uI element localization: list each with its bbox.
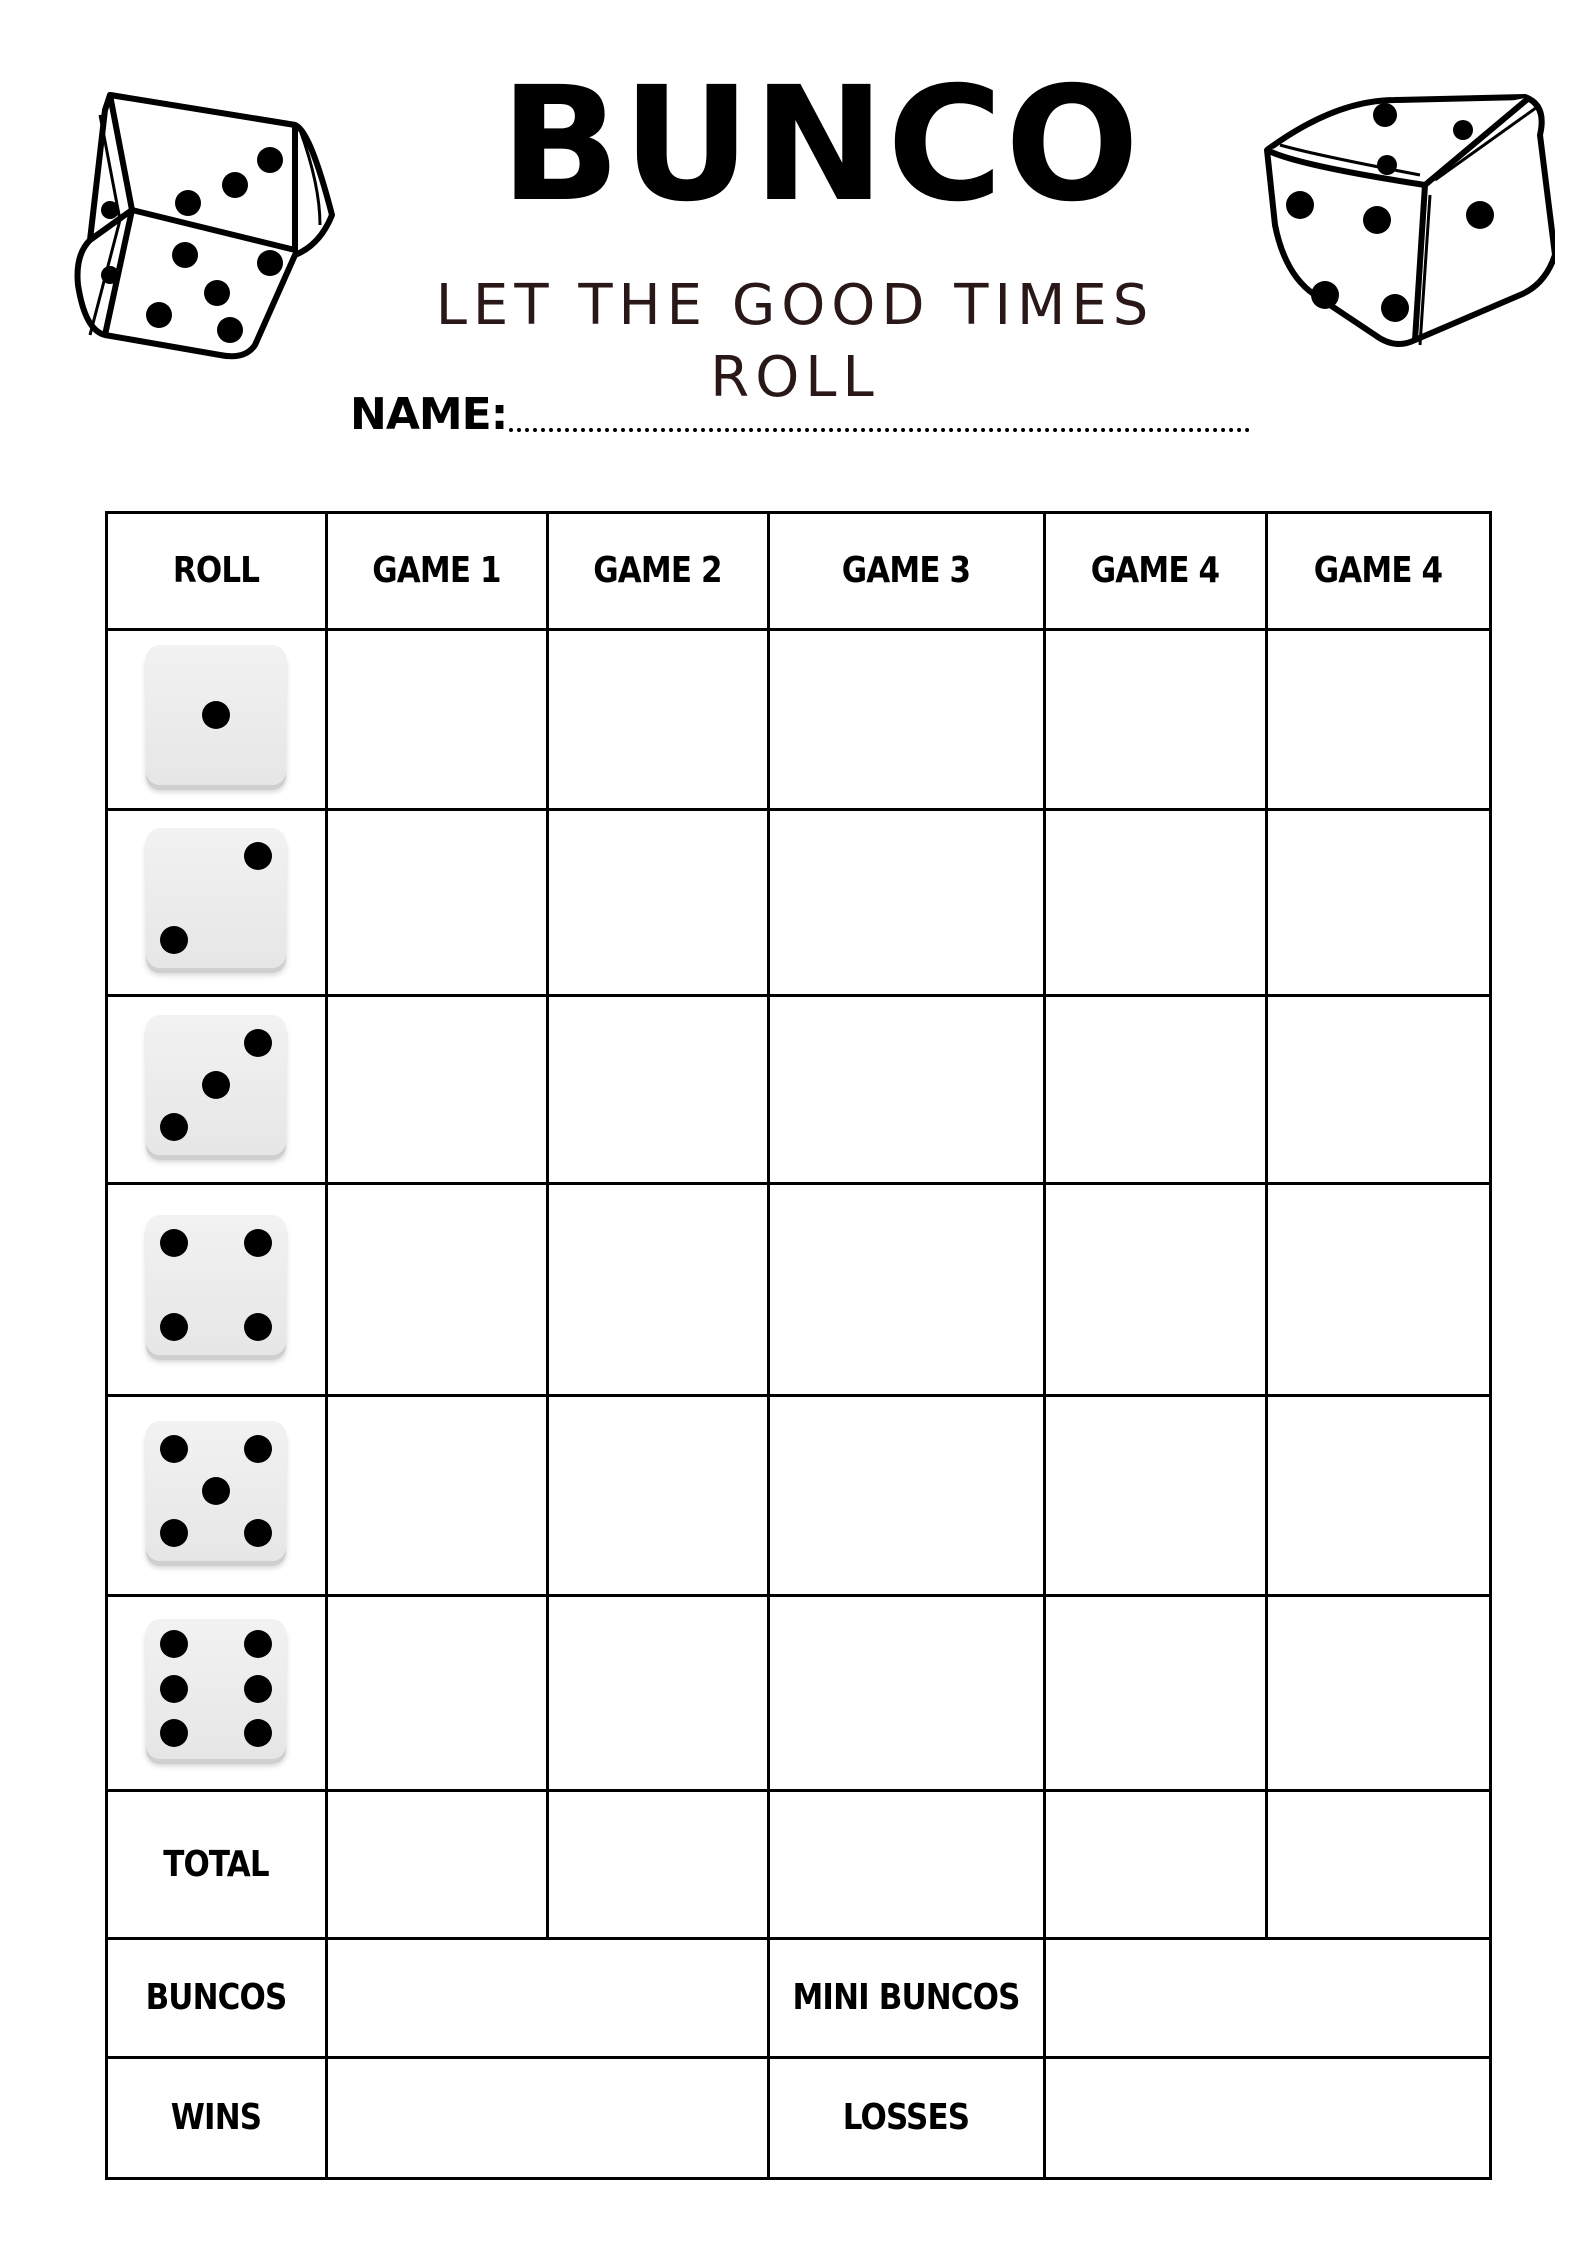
entry-game-2[interactable] <box>549 1597 766 1788</box>
entry-game-1[interactable] <box>328 997 545 1181</box>
entry-game-3[interactable] <box>770 811 1042 993</box>
column-header-game-3: GAME 3 <box>841 550 971 591</box>
dice-pip <box>244 1313 272 1341</box>
mini-buncos-label: MINI BUNCOS <box>792 1977 1020 2018</box>
entry-game-5[interactable] <box>1268 631 1488 807</box>
entry-game-4[interactable] <box>1046 811 1264 993</box>
dice-five-icon <box>146 1421 286 1561</box>
column-header-roll: ROLL <box>172 550 260 591</box>
name-dotted-line[interactable] <box>509 428 1250 432</box>
dice-pip <box>160 1719 188 1747</box>
entry-game-1[interactable] <box>328 1597 545 1788</box>
entry-game-4[interactable] <box>1046 1185 1264 1393</box>
page-title: BUNCO <box>500 53 1142 237</box>
dice-pip <box>160 1113 188 1141</box>
entry-game-3[interactable] <box>770 631 1042 807</box>
table-divider <box>105 2177 1492 2180</box>
dice-pip <box>160 1313 188 1341</box>
entry-game-1[interactable] <box>328 1397 545 1593</box>
entry-game-1[interactable] <box>328 811 545 993</box>
table-divider <box>1489 511 1492 2180</box>
dice-pip <box>244 1519 272 1547</box>
dice-pip <box>160 1630 188 1658</box>
dice-one-icon <box>146 645 286 785</box>
tagline: LET THE GOOD TIMES ROLL <box>435 273 1155 410</box>
dice-pip <box>160 1675 188 1703</box>
dice-four-icon <box>146 1215 286 1355</box>
entry-game-5[interactable] <box>1268 1397 1488 1593</box>
wins-label: WINS <box>170 2097 262 2138</box>
entry-game-5[interactable] <box>1268 1185 1488 1393</box>
entry-game-1[interactable] <box>328 1185 545 1393</box>
column-header-game-2: GAME 2 <box>593 550 722 591</box>
entry-game-3[interactable] <box>770 1185 1042 1393</box>
dice-two-icon <box>146 828 286 968</box>
entry-game-3[interactable] <box>770 1597 1042 1788</box>
buncos-label: BUNCOS <box>145 1977 287 2018</box>
table-divider <box>105 511 108 2180</box>
dice-pip <box>160 1519 188 1547</box>
entry-game-2[interactable] <box>549 997 766 1181</box>
entry-game-2[interactable] <box>549 1792 766 1936</box>
entry-game-2[interactable] <box>549 1397 766 1593</box>
entry-game-5[interactable] <box>1268 997 1488 1181</box>
dice-pip <box>244 1630 272 1658</box>
entry-game-3[interactable] <box>770 1792 1042 1936</box>
dice-pip <box>160 1435 188 1463</box>
entry-game-5[interactable] <box>1268 1597 1488 1788</box>
dice-pip <box>244 1675 272 1703</box>
entry-game-3[interactable] <box>770 997 1042 1181</box>
dice-pip <box>244 1435 272 1463</box>
entry-game-5[interactable] <box>1268 811 1488 993</box>
wins-entry[interactable] <box>328 2059 766 2176</box>
name-field[interactable] <box>350 390 1250 440</box>
entry-game-5[interactable] <box>1268 1792 1488 1936</box>
dice-icon <box>1255 85 1555 370</box>
score-table <box>106 512 1490 2178</box>
dice-pip <box>202 1477 230 1505</box>
entry-game-2[interactable] <box>549 1185 766 1393</box>
entry-game-4[interactable] <box>1046 1792 1264 1936</box>
total-label: TOTAL <box>163 1843 269 1885</box>
entry-game-4[interactable] <box>1046 1597 1264 1788</box>
name-label: NAME: <box>350 389 508 440</box>
mini-buncos-entry[interactable] <box>1046 1940 1488 2055</box>
table-divider <box>767 1937 770 2180</box>
dice-pip <box>244 1029 272 1057</box>
entry-game-4[interactable] <box>1046 631 1264 807</box>
entry-game-1[interactable] <box>328 631 545 807</box>
losses-label: LOSSES <box>842 2097 970 2138</box>
dice-pip <box>244 1229 272 1257</box>
entry-game-2[interactable] <box>549 631 766 807</box>
column-header-game-1: GAME 1 <box>372 550 501 591</box>
losses-entry[interactable] <box>1046 2059 1488 2176</box>
entry-game-1[interactable] <box>328 1792 545 1936</box>
dice-pip <box>244 842 272 870</box>
entry-game-3[interactable] <box>770 1397 1042 1593</box>
dice-pip <box>160 1229 188 1257</box>
column-header-game-5: GAME 4 <box>1313 550 1443 591</box>
table-divider <box>105 511 1492 514</box>
dice-pip <box>244 1719 272 1747</box>
dice-pip <box>160 926 188 954</box>
dice-six-icon <box>146 1619 286 1759</box>
entry-game-4[interactable] <box>1046 1397 1264 1593</box>
dice-pip <box>202 701 230 729</box>
column-header-game-4: GAME 4 <box>1090 550 1220 591</box>
buncos-entry[interactable] <box>328 1940 766 2055</box>
dice-icon <box>70 85 350 370</box>
dice-three-icon <box>146 1015 286 1155</box>
entry-game-2[interactable] <box>549 811 766 993</box>
entry-game-4[interactable] <box>1046 997 1264 1181</box>
dice-pip <box>202 1071 230 1099</box>
